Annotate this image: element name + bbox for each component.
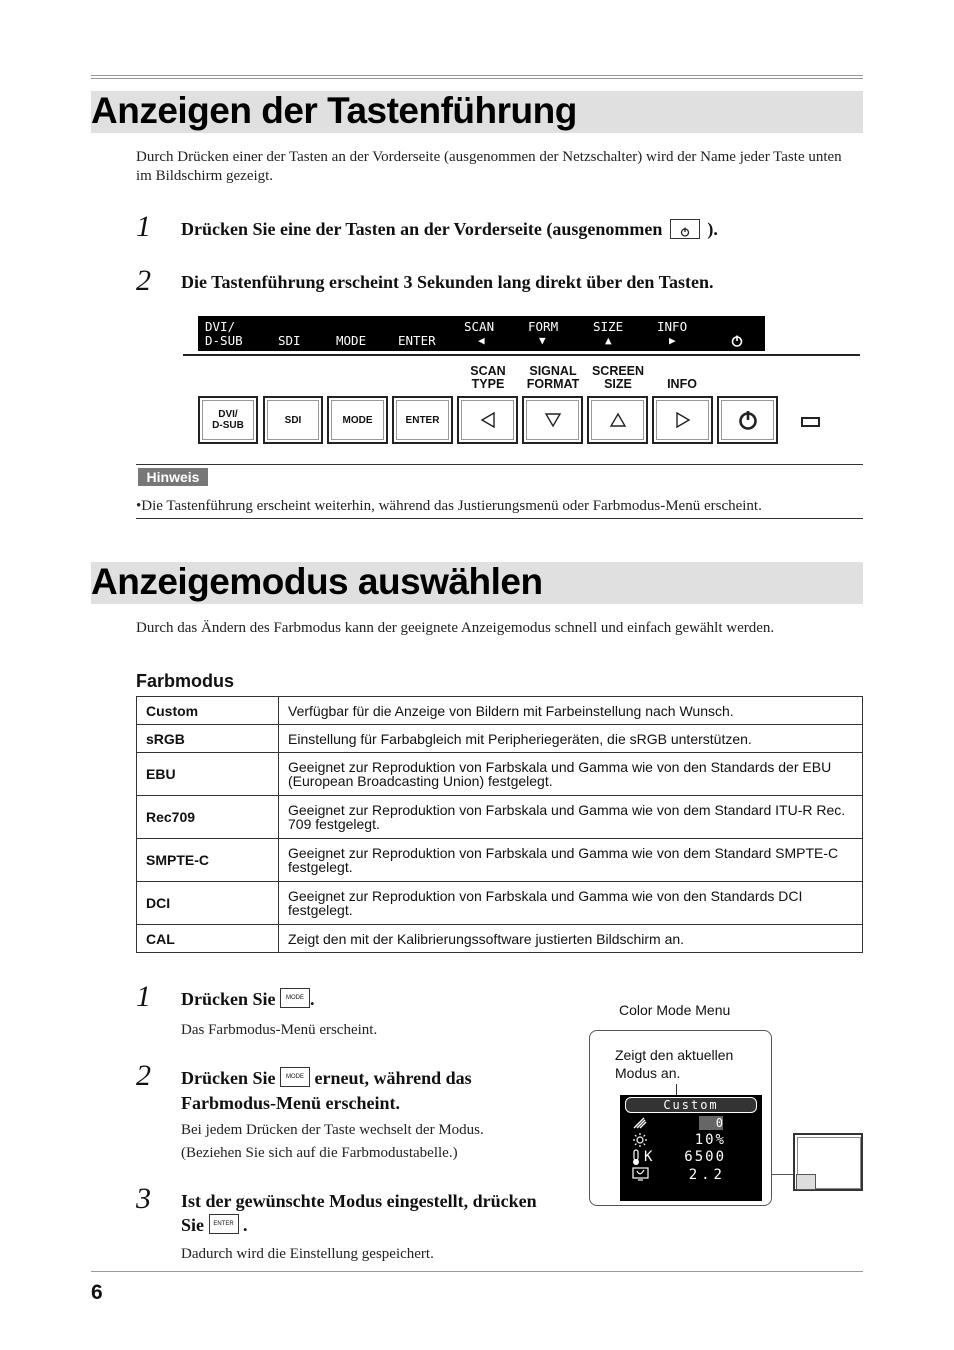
label-line: SIZE xyxy=(604,377,632,391)
table-row xyxy=(137,697,863,725)
osd-form-label: FORM xyxy=(528,319,559,334)
color-mode-menu-screen xyxy=(620,1095,762,1201)
menu-caption: Color Mode Menu xyxy=(619,1002,731,1018)
power-icon xyxy=(679,226,691,238)
menu-thumbnail xyxy=(796,1174,816,1190)
connector-line xyxy=(772,1174,794,1175)
thermometer-icon xyxy=(630,1149,642,1166)
step-text: Die Tastenführung erscheint 3 Sekunden lang direkt über den Tasten. xyxy=(181,272,714,292)
power-key-box xyxy=(670,219,700,239)
section-title-display-mode: Anzeigemodus auswählen xyxy=(91,561,543,602)
label-line: SCREEN xyxy=(591,364,645,378)
osd-dsub-label: D-SUB xyxy=(205,333,243,348)
mode-desc: Geeignet zur Reproduktion von Farbskala und Gamma wie von dem Standard SMPTE-C festgelegt. xyxy=(279,839,863,882)
step-number: 2 xyxy=(136,1059,151,1092)
info-label: INFO xyxy=(667,377,697,391)
mode-key: EBU xyxy=(137,753,279,796)
triangle-left-icon xyxy=(479,411,497,429)
note-bottom-rule xyxy=(136,518,863,519)
osd-up-arrow-icon: ▲ xyxy=(605,334,612,347)
label-line: FORMAT xyxy=(526,377,580,391)
power-button[interactable] xyxy=(717,396,778,444)
screen-size-label xyxy=(586,365,650,391)
enter-button[interactable] xyxy=(392,396,453,444)
btn-label: MODE xyxy=(342,414,373,426)
step-text-a: Drücken Sie xyxy=(181,1068,276,1088)
osd-left-arrow-icon: ◀ xyxy=(478,334,485,347)
sdi-button[interactable] xyxy=(263,396,323,444)
step-text-a: Drücken Sie eine der Tasten an der Vorderseite (ausgenommen xyxy=(181,219,663,239)
label-line: SCAN xyxy=(470,364,506,378)
bezel-line xyxy=(183,354,860,356)
power-icon xyxy=(737,409,759,431)
osd-size-label: SIZE xyxy=(593,319,624,334)
mode-key-box: MODE xyxy=(280,1067,310,1087)
step-number: 2 xyxy=(136,264,151,297)
step-text xyxy=(181,1066,472,1090)
mode-key-box: MODE xyxy=(280,988,310,1008)
osd-enter-label: ENTER xyxy=(398,333,436,348)
dvi-dsub-button[interactable] xyxy=(198,396,258,444)
triangle-down-icon xyxy=(544,411,562,429)
step-subtext: (Beziehen Sie sich auf die Farbmodustabelle.) xyxy=(181,1145,458,1161)
callout-line: Modus an. xyxy=(615,1065,681,1081)
mode-key: DCI xyxy=(137,882,279,925)
section-intro: Durch Drücken einer der Tasten an der Vorderseite (ausgenommen der Netzschalter) wird der Name jeder Taste unten im Bildschirm gezeigt. xyxy=(136,149,842,184)
scan-type-label xyxy=(458,365,518,391)
down-button[interactable] xyxy=(522,396,583,444)
gamma-monitor-icon xyxy=(632,1167,650,1181)
temperature-value: 6500 xyxy=(684,1149,726,1165)
mode-desc: Geeignet zur Reproduktion von Farbskala und Gamma wie von den Standards DCI festgelegt. xyxy=(279,882,863,925)
color-mode-subhead: Farbmodus xyxy=(136,671,235,691)
table-row xyxy=(137,839,863,882)
osd-info-label: INFO xyxy=(657,319,688,334)
table-row xyxy=(137,882,863,925)
mode-key: Custom xyxy=(137,697,279,725)
step-text xyxy=(181,217,718,241)
right-button[interactable] xyxy=(652,396,713,444)
table-row xyxy=(137,753,863,796)
btn-line: D-SUB xyxy=(212,420,244,431)
table-row xyxy=(137,925,863,953)
brightness-icon xyxy=(632,1132,648,1148)
triangle-up-icon xyxy=(609,411,627,429)
osd-right-arrow-icon: ▶ xyxy=(669,334,676,347)
mode-desc: Geeignet zur Reproduktion von Farbskala und Gamma wie von dem Standard ITU-R Rec. 709 festgelegt. xyxy=(279,796,863,839)
value-zero: 0 xyxy=(699,1116,723,1130)
mode-key: CAL xyxy=(137,925,279,953)
temperature-unit: K xyxy=(644,1149,653,1165)
osd-mode-label: MODE xyxy=(336,333,367,348)
step-number: 1 xyxy=(136,980,151,1013)
step-text xyxy=(181,987,315,1011)
step-text-b: . xyxy=(310,989,315,1009)
btn-label: ENTER xyxy=(405,414,440,426)
step-subtext: Das Farbmodus-Menü erscheint. xyxy=(181,1022,378,1038)
step-subtext: Bei jedem Drücken der Taste wechselt der Modus. xyxy=(181,1122,484,1138)
step-text-b: ). xyxy=(707,219,718,239)
section-title-button-guide: Anzeigen der Tastenführung xyxy=(91,90,577,131)
up-button[interactable] xyxy=(587,396,648,444)
note-text: •Die Tastenführung erscheint weiterhin, während das Justierungsmenü oder Farbmodus-Menü erscheint. xyxy=(136,498,762,514)
btn-line: DVI/ xyxy=(218,409,238,420)
step-number: 1 xyxy=(136,210,151,243)
osd-sdi-label: SDI xyxy=(278,333,301,348)
color-mode-table xyxy=(136,696,863,953)
mode-key: Rec709 xyxy=(137,796,279,839)
note-tag: Hinweis xyxy=(138,468,208,486)
triangle-right-icon xyxy=(674,411,692,429)
step-subtext: Dadurch wird die Einstellung gespeichert. xyxy=(181,1246,434,1262)
callout-line: Zeigt den aktuellen xyxy=(615,1047,734,1063)
mode-desc: Geeignet zur Reproduktion von Farbskala und Gamma wie von den Standards der EBU (European Broadcasting Union) festgelegt. xyxy=(279,753,863,796)
power-indicator-led xyxy=(801,417,820,427)
mode-desc: Zeigt den mit der Kalibrierungssoftware justierten Bildschirm an. xyxy=(279,925,863,953)
step-text-a: Drücken Sie xyxy=(181,989,276,1009)
gamma-value: 2.2 xyxy=(688,1167,726,1183)
signal-format-label xyxy=(521,365,585,391)
mode-key: SMPTE-C xyxy=(137,839,279,882)
menu-callout xyxy=(615,1046,733,1082)
mode-key: sRGB xyxy=(137,725,279,753)
osd-power-icon xyxy=(730,334,744,348)
step-text: Ist der gewünschte Modus eingestellt, drücken xyxy=(181,1191,537,1211)
step-number: 3 xyxy=(136,1182,151,1215)
monitor-illustration xyxy=(793,1133,863,1191)
section-intro: Durch das Ändern des Farbmodus kann der geeignete Anzeigemodus schnell und einfach gewählt werden. xyxy=(136,620,775,636)
step-text-a: Sie xyxy=(181,1215,205,1235)
bottom-rule xyxy=(91,1271,863,1272)
color-adjust-icon xyxy=(632,1116,648,1130)
step-text xyxy=(181,1213,248,1237)
enter-key-box: ENTER xyxy=(209,1214,239,1234)
mode-desc: Einstellung für Farbabgleich mit Peripheriegeräten, die sRGB unterstützen. xyxy=(279,725,863,753)
mode-name-display: Custom xyxy=(625,1097,757,1113)
page-number: 6 xyxy=(91,1281,103,1304)
brightness-value: 10% xyxy=(694,1132,726,1148)
mode-button[interactable] xyxy=(327,396,388,444)
step-text-b: erneut, während das xyxy=(314,1068,472,1088)
osd-scan-label: SCAN xyxy=(464,319,495,334)
step-text-b: . xyxy=(243,1215,248,1235)
label-line: SIGNAL xyxy=(529,364,577,378)
label-line: TYPE xyxy=(471,377,505,391)
table-row xyxy=(137,725,863,753)
mode-desc: Verfügbar für die Anzeige von Bildern mit Farbeinstellung nach Wunsch. xyxy=(279,697,863,725)
top-rule xyxy=(91,75,863,76)
osd-dvi-label: DVI/ xyxy=(205,319,236,334)
osd-down-arrow-icon: ▼ xyxy=(539,334,546,347)
table-row xyxy=(137,796,863,839)
note-top-rule xyxy=(136,464,863,465)
button-guide-osd xyxy=(198,316,765,351)
top-rule xyxy=(91,78,863,79)
btn-label: SDI xyxy=(284,414,302,426)
step-text: Farbmodus-Menü erscheint. xyxy=(181,1093,400,1113)
left-button[interactable] xyxy=(457,396,518,444)
